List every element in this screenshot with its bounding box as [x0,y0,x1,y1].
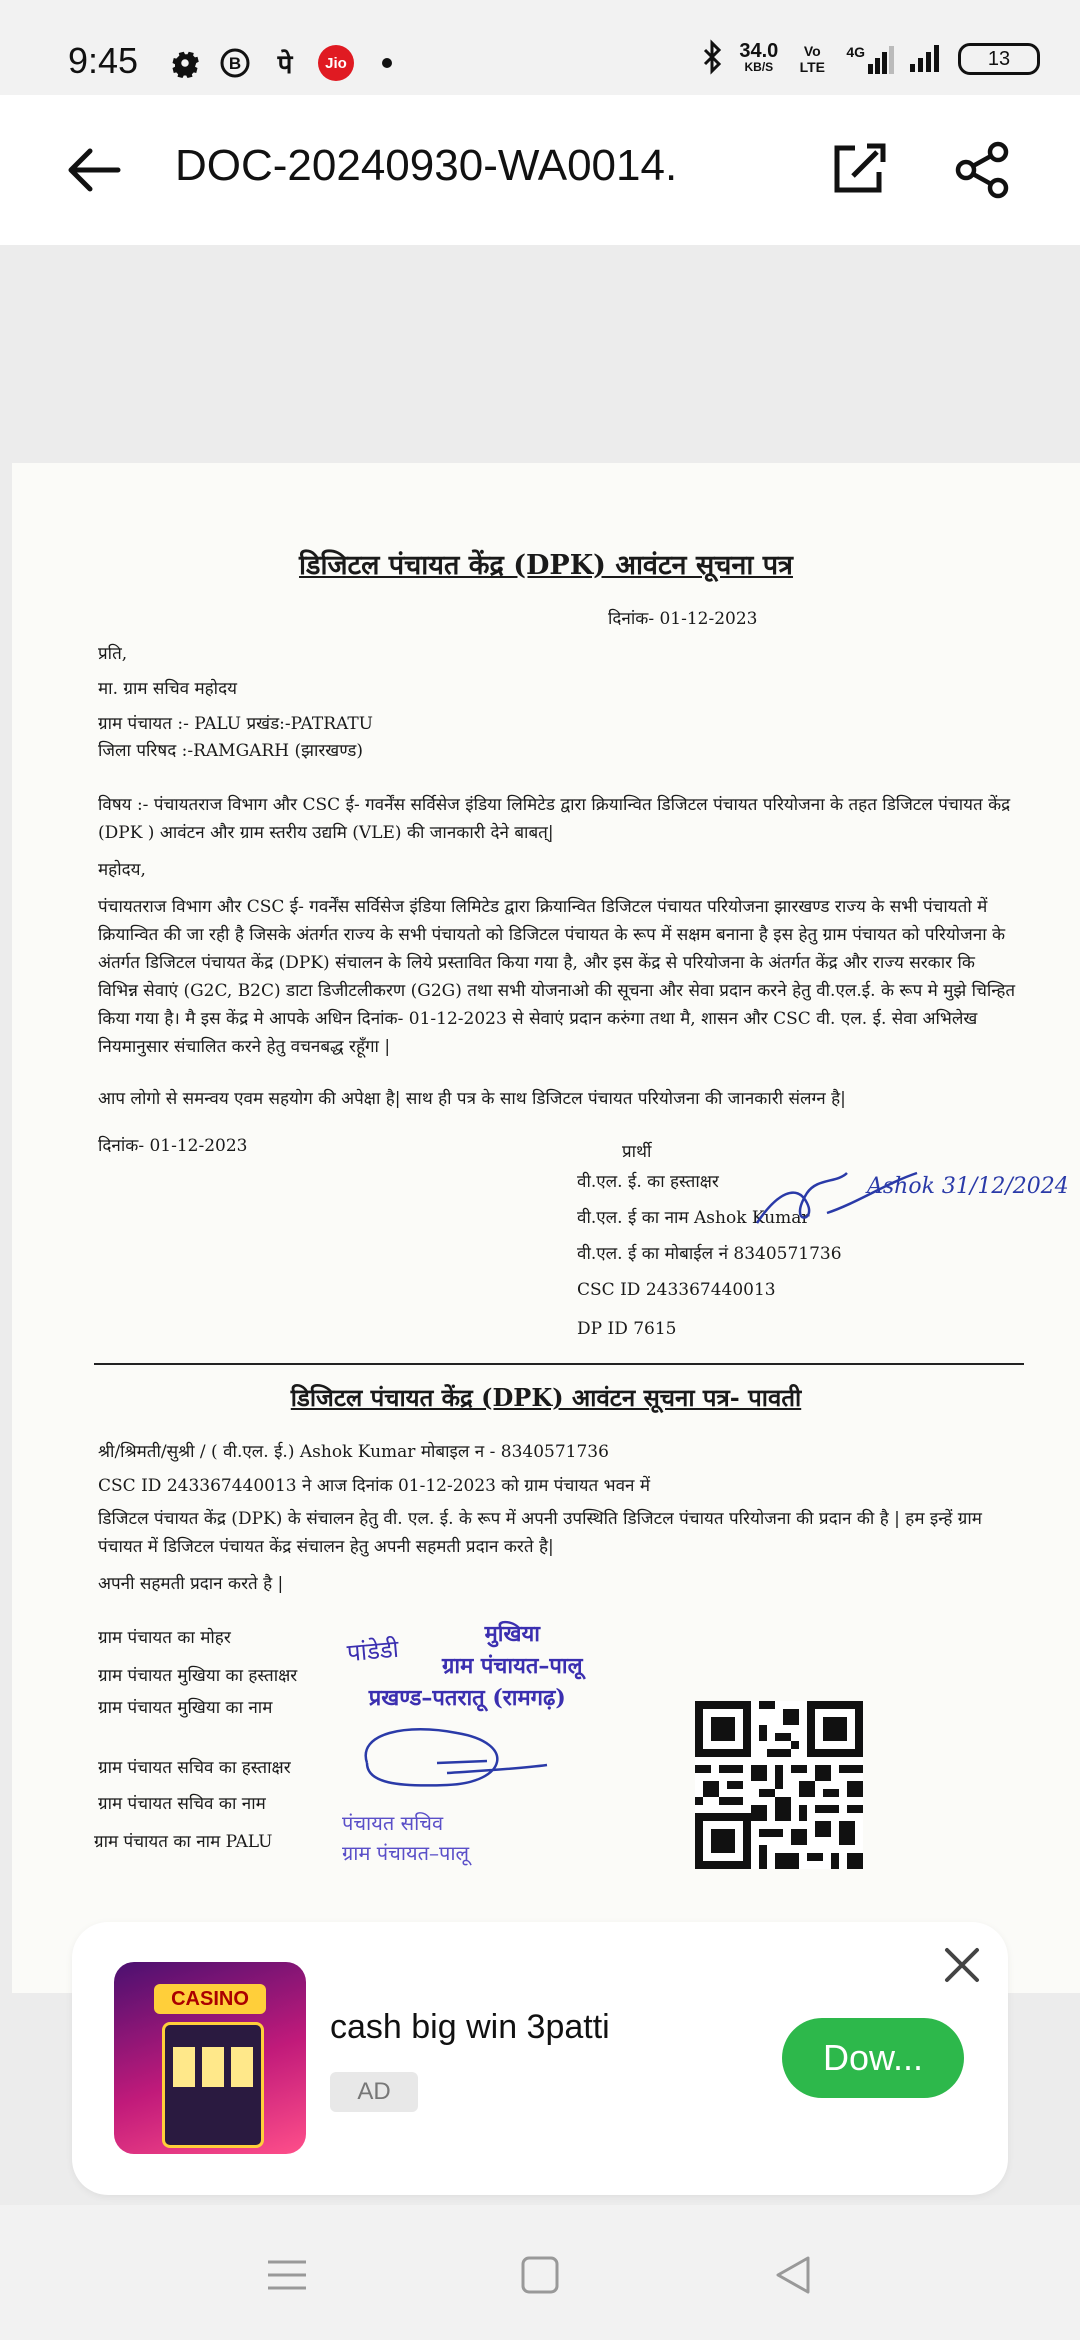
panchayat-name-label: ग्राम पंचायत का नाम PALU [94,1832,273,1852]
jio-icon: Jio [318,45,354,81]
panchayat-line: ग्राम पंचायत :- PALU प्रखंड:-PATRATU [98,714,374,734]
recents-button[interactable] [262,2250,312,2300]
section-divider [94,1363,1024,1365]
b-circle-icon [218,46,252,80]
handwritten-stamp-text: पांडेडी [345,1634,400,1668]
bluetooth-icon [701,40,725,78]
ad-title[interactable]: cash big win 3patti [330,2008,610,2046]
menu-nav-icon [262,2250,312,2300]
system-nav-bar [0,2205,1080,2340]
qr-code [695,1701,863,1869]
back-nav-icon [768,2250,818,2300]
subject-text: विषय :- पंचायतराज विभाग और CSC ई- गवर्नेंस सर्विसेज इंडिया लिमिटेड द्वारा क्रियान्वित डिजिटल पंचायत परियोजना के तहत डिजिटल पंचायत केंद्र (DPK ) आवंटन और ग्राम स्तरीय उद्यमि (VLE) की जानकारी देने बाबत्| [98,795,1011,843]
stamp-line-3: प्रखण्ड–पतरातू (रामगढ़) [368,1685,566,1711]
edit-button[interactable] [825,138,889,202]
status-right-icons [701,40,1040,78]
to-line: प्रति, [98,644,128,664]
ad-badge: AD [330,2072,418,2112]
volte-icon: Vo LTE [799,43,826,75]
pe-icon: पे [277,50,293,80]
receipt-line-2: CSC ID 243367440013 ने आज दिनांक 01-12-2023 को ग्राम पंचायत भवन में [98,1476,651,1496]
share-button[interactable] [950,138,1014,202]
receipt-line-4: अपनी सहमती प्रदान करते है | [98,1574,284,1594]
network-speed: 34.0 KB/S [739,40,779,74]
receipt-heading: डिजिटल पंचायत केंद्र (DPK) आवंटन सूचना पत्र- पावती [290,1383,802,1412]
home-button[interactable] [515,2250,565,2300]
svg-text:Ashok 31/12/2024: Ashok 31/12/2024 [867,1174,1069,1199]
sachiv-name-label: ग्राम पंचायत सचिव का नाम [98,1794,266,1814]
stamp2-line-1: पंचायत सचिव [342,1811,444,1835]
document-date: दिनांक- 01-12-2023 [608,609,758,629]
document-page [12,463,1080,1993]
receipt-line-3: डिजिटल पंचायत केंद्र (DPK) के संचालन हेतु वी. एल. ई. के रूप में अपनी उपस्थिति डिजिटल पंचायत परियोजना की प्रदान की है | हम इन्हें ग्राम पंचायत में डिजिटल पंचायत केंद्र संचालन हेतु अपनी सहमती प्रदान करते है| [98,1509,982,1557]
settings-icon [168,46,202,80]
sachiv-stamp [342,1808,469,1868]
mukhiya-name-label: ग्राम पंचायत मुखिया का नाम [98,1698,273,1718]
applicant-label: प्रार्थी [622,1142,652,1162]
dot-icon [370,46,404,80]
document-toolbar [0,95,1080,245]
mukhiya-sign-label: ग्राम पंचायत मुखिया का हस्ताक्षर [98,1666,298,1686]
signal-icon: 4G [846,44,896,74]
status-left-icons [168,45,404,81]
district-line: जिला परिषद :-RAMGARH (झारखण्ड) [98,741,364,761]
ad-close-button[interactable] [937,1940,987,1990]
back-nav-button[interactable] [768,2250,818,2300]
document-heading: डिजिटल पंचायत केंद्र (DPK) आवंटन सूचना पत्र [299,550,793,581]
footer-date: दिनांक- 01-12-2023 [98,1136,248,1156]
casino-sign: CASINO [154,1984,266,2014]
vle-signature [747,1153,1069,1243]
back-arrow-icon [60,135,130,205]
vle-mobile: वी.एल. ई का मोबाईल नं 8340571736 [577,1244,842,1264]
stamp2-line-2: ग्राम पंचायत–पालू [342,1841,470,1865]
status-bar [0,0,1080,95]
document-viewer[interactable] [0,245,1080,2205]
vle-sign-label: वी.एल. ई. का हस्ताक्षर [577,1172,719,1192]
document-title: DOC-20240930-WA0014. [175,141,678,190]
stamp-line-2: ग्राम पंचायत–पालू [442,1653,583,1679]
ad-image[interactable] [114,1962,306,2154]
home-nav-icon [515,2250,565,2300]
receipt-line-1: श्री/श्रिमती/सुश्री / ( वी.एल. ई.) Ashok Kumar मोबाइल न - 8340571736 [98,1442,609,1462]
ad-download-button[interactable]: Dow... [782,2018,964,2098]
cooperation-line: आप लोगो से समन्वय एवम सहयोग की अपेक्षा है| साथ ही पत्र के साथ डिजिटल पंचायत परियोजना की जानकारी संलग्न है| [98,1089,846,1109]
salutation: महोदय, [98,860,146,880]
slot-machine-icon [162,2022,264,2148]
addressee-line: मा. ग्राम सचिव महोदय [98,679,237,699]
svg-text:B: B [228,54,242,73]
edit-icon [825,138,889,202]
status-time: 9:45 [68,40,139,81]
body-paragraph: पंचायतराज विभाग और CSC ई- गवर्नेंस सर्विसेज इंडिया लिमिटेड द्वारा क्रियान्वित डिजिटल पंचायत परियोजना झारखण्ड राज्य के सभी पंचायतो में क्रियान्वित की जा रही है जिसके अंतर्गत राज्य के सभी पंचायतो को डिजिटल पंचायत के रूप में सक्षम बनाना है इस हेतु ग्राम पंचायत को परियोजना के अंतर्गत डिजिटल पंचायत केंद्र (DPK) संचालन के लिये प्रस्तावित किया गया है, और इस केंद्र से परियोजना के अंतर्गत केंद्र और राज्य सरकार कि विभिन्न सेवाएं (G2C, B2C) डाटा डिजीटलीकरण (G2G) तथा सभी योजनाओ की सूचना और सेवा प्रदान करने हेतु वी.एल.ई. के रूप मे मुझे चिन्हित किया गया है। मै इस केंद्र मे आपके अधिन दिनांक- 01-12-2023 से सेवाएं प्रदान करुंगा तथा मै, शासन और CSC वी. एल. ई. सेवा अभिलेख नियमानुसार संचालित करने हेतु वचनबद्ध रहूँगा | [98,897,1016,1057]
battery-icon: 13 [958,43,1040,75]
share-icon [950,138,1014,202]
ad-banner[interactable] [72,1922,1008,2195]
close-icon [937,1940,987,1990]
back-button[interactable] [60,135,130,205]
sachiv-sign-label: ग्राम पंचायत सचिव का हस्ताक्षर [98,1758,291,1778]
csc-id: CSC ID 243367440013 [577,1280,776,1300]
stamp-line-1: मुखिया [484,1621,540,1647]
dp-id: DP ID 7615 [577,1319,677,1339]
signal-2-icon [910,42,944,76]
vle-name: वी.एल. ई का नाम Ashok Kumar [577,1208,810,1228]
sachiv-signature [347,1713,557,1803]
seal-label: ग्राम पंचायत का मोहर [98,1628,231,1648]
